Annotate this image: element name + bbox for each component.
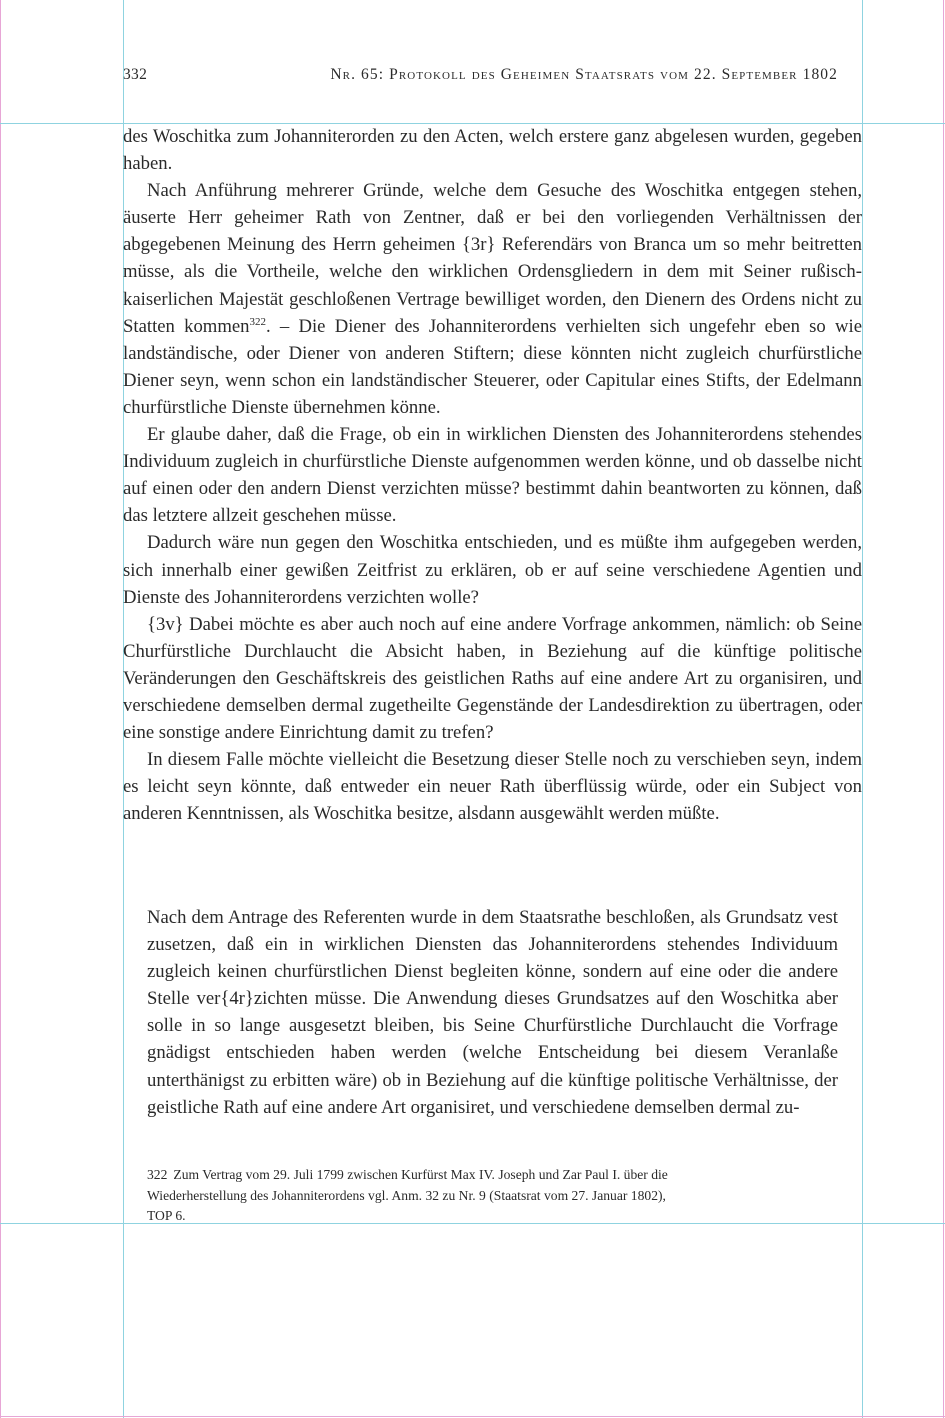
paragraph-2-text-a: Nach Anführung mehrerer Gründe, welche dem Gesuche des Woschitka entgegen stehen, äuserte Herr geheimer Rath von Zentner, daß er bei den vorliegenden Verhältnissen der abgegebenen Meinung des Herrn geheimen {3r} Referendärs von Branca um so mehr beitretten müsse, als die Vortheile, welche den wirklichen Ordensgliedern in dem mit Seiner rußisch-kaiserlichen Majestät geschloßenen Vertrage bewilliget worden, den Dienern des Ordens nicht zu Statten kommen	[123, 180, 862, 337]
footnote-reference[interactable]: 322	[249, 315, 267, 328]
footnote	[147, 1165, 687, 1227]
guide-line-right	[862, 0, 863, 1418]
resolution-text: Nach dem Antrage des Referenten wurde in dem Staatsrathe beschloßen, als Grundsatz vest zusetzen, daß ein in wirklichen Diensten das Johanniterordens stehendes Individuum zugleich keinen churfürstlichen Dienst begleiten könne, sondern auf eine oder die andere Stelle ver{4r}zichten müsse. Die Anwendung dieses Grundsatzes auf den Woschitka aber solle in so lange ausgesetzt bleiben, bis Seine Churfürstliche Durchlaucht die Vorfrage gnädigst entschieden haben werden (welche Entscheidung bei diesem Veranlaße unterthänigst zu erbitten wäre) ob in Beziehung auf die künftige politische Verhältnisse, der geistliche Rath auf eine andere Art organisiret, und verschiedene demselben dermal zu-	[147, 907, 838, 1118]
guide-line-page-left	[0, 0, 1, 1418]
page-number: 332	[123, 66, 148, 83]
paragraph-2-text-b: . – Die Diener des Johanniterordens verhielten sich ungefehr eben so wie landständische, oder Diener von anderen Stiftern; diese könnten nicht zugleich churfürstliche Diener seyn, wenn schon ein landständischer Steuerer, oder Capitular eines Stifts, der Edelmann churfürstliche Dienste übernehmen könne.	[123, 315, 862, 418]
footnote-text: Zum Vertrag vom 29. Juli 1799 zwischen Kurfürst Max IV. Joseph und Zar Paul I. über die Wiederherstellung des Johanniterordens vgl. Anm. 32 zu Nr. 9 (Staatsrat vom 27. Januar 1802), TOP 6.	[147, 1167, 668, 1224]
guide-line-page-bottom	[0, 1416, 945, 1417]
running-title: Nr. 65: Protokoll des Geheimen Staatsrats vom 22. September 1802	[330, 66, 838, 83]
footnotes	[147, 1165, 687, 1227]
guide-line-page-right	[943, 0, 944, 1418]
footnote-number: 322	[147, 1167, 168, 1182]
body-text	[123, 123, 862, 827]
paragraph-6: In diesem Falle möchte vielleicht die Besetzung dieser Stelle noch zu verschieben seyn, indem es leicht seyn könnte, daß entweder ein neuer Rath überflüssig würde, oder ein Subject von anderen Kenntnissen, als Woschitka besitze, alsdann ausgewählt werden müßte.	[123, 749, 862, 825]
resolution-block	[147, 904, 838, 1121]
running-head	[123, 66, 862, 90]
paragraph-1: des Woschitka zum Johanniterorden zu den Acten, welch erstere ganz abgelesen wurden, gegeben haben.	[123, 126, 862, 175]
paragraph-2	[123, 177, 862, 421]
paragraph-4: Dadurch wäre nun gegen den Woschitka entschieden, und es müßte ihm aufgegeben werden, sich innerhalb einer gewißen Zeitfrist zu erklären, ob er auf seine verschiedene Agentien und Dienste des Johanniterordens verzichten wolle?	[123, 532, 862, 608]
paragraph-3: Er glaube daher, daß die Frage, ob ein in wirklichen Diensten des Johanniterordens stehendes Individuum zugleich in churfürstliche Dienste aufgenommen werden könne, und ob dasselbe nicht auf einen oder den andern Dienst verzichten müsse? bestimmt dahin beantworten zu können, daß das letztere allzeit geschehen müsse.	[123, 424, 862, 527]
paragraph-5: {3v} Dabei möchte es aber auch noch auf eine andere Vorfrage ankommen, nämlich: ob Seine Churfürstliche Durchlaucht die Absicht haben, in Beziehung auf die künftige politische Veränderungen den Geschäftskreis des geistlichen Raths auf eine andere Art zu organisiren, und verschiedene demselben dermal zugetheilte Gegenstände der Landesdirektion zu übertragen, oder eine sonstige andere Einrichtung damit zu trefen?	[123, 613, 862, 744]
